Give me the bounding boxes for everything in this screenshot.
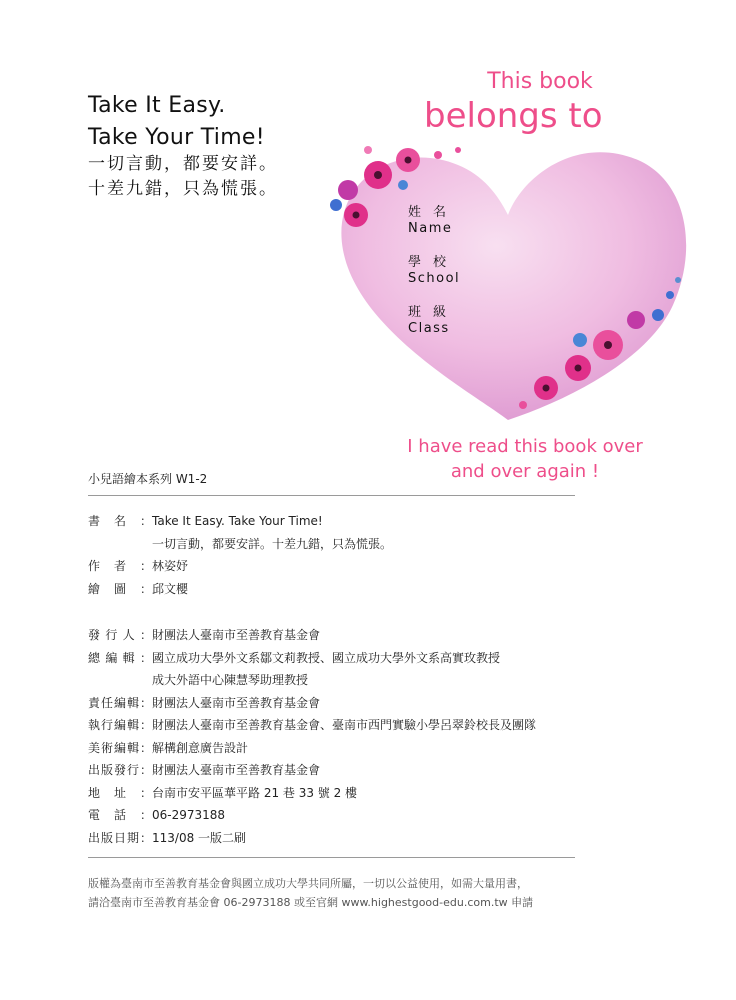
copyright-notice (88, 874, 608, 912)
colophon-row-responsible-editor (88, 692, 608, 715)
colophon-value-executive-editor: 財團法人臺南市至善教育基金會、臺南市西門實驗小學呂翠鈴校長及團隊 (152, 718, 537, 732)
bookplate-heading-line2: belongs to (424, 96, 603, 136)
colophon-value-art-editor: 解構創意廣告設計 (152, 740, 249, 755)
divider-bottom (88, 857, 575, 858)
title-english-line1: Take It Easy. (88, 93, 226, 118)
colophon-label-date: 出版日期： (88, 830, 152, 845)
colophon-label-illustrator: 繪圖： (88, 581, 152, 596)
colophon-value-book-line2: 一切言動，都要安詳。十差九錯，只為慌張。 (152, 536, 393, 551)
colophon-value-date: 113/08 一版二刷 (152, 830, 247, 845)
colophon-row-executive-editor (88, 714, 608, 737)
copyright-line1: 版權為臺南市至善教育基金會與國立成功大學共同所屬，一切以公益使用，如需大量用書， (88, 877, 528, 890)
colophon-label-executive-editor: 執行編輯： (88, 718, 152, 732)
colophon-value-address: 台南市安平區華平路 21 巷 33 號 2 樓 (152, 785, 358, 800)
colophon-value-distribution: 財團法人臺南市至善教育基金會 (152, 763, 321, 777)
field-class-en: Class (408, 321, 450, 336)
field-class-zh: 班級 (408, 305, 459, 320)
watercolor-heart-illustration (318, 120, 708, 430)
colophon-row-book (88, 510, 608, 533)
bookplate-footer (380, 434, 670, 484)
field-name-en: Name (408, 221, 453, 236)
title-chinese-line1: 一切言動，都要安詳。 (88, 154, 278, 174)
field-name (408, 205, 460, 237)
colophon-label-publisher: 發行人： (88, 628, 152, 642)
colophon-label-phone: 電話： (88, 808, 152, 822)
colophon-row-address (88, 782, 608, 805)
colophon-row-art-editor (88, 737, 608, 760)
bookplate-footer-line1: I have read this book over (407, 436, 643, 457)
bookplate-heading-line1: This book (487, 69, 593, 94)
field-school (408, 255, 460, 287)
colophon-label-distribution: 出版發行： (88, 763, 152, 777)
bookplate-heading (420, 68, 640, 136)
title-english (88, 90, 265, 154)
bookplate-fields (408, 205, 460, 355)
colophon-value-publisher: 財團法人臺南市至善教育基金會 (152, 628, 321, 642)
colophon-label-chief-editor: 總編輯： (88, 650, 152, 665)
divider-top (88, 495, 575, 496)
title-chinese-line2: 十差九錯，只為慌張。 (88, 179, 278, 199)
colophon-label-address: 地址： (88, 785, 152, 800)
title-chinese (88, 152, 278, 202)
colophon-label-art-editor: 美術編輯： (88, 740, 152, 755)
colophon-value-chief-editor-line2: 成大外語中心陳慧琴助理教授 (152, 673, 309, 687)
colophon-row-illustrator (88, 578, 608, 601)
field-class (408, 305, 460, 337)
colophon-row-distribution (88, 759, 608, 782)
colophon-row-date (88, 827, 608, 850)
colophon-row-publisher (88, 624, 608, 647)
colophon-value-phone: 06-2973188 (152, 808, 226, 822)
title-english-line2: Take Your Time! (88, 125, 265, 150)
field-name-zh: 姓名 (408, 205, 459, 220)
copyright-line2: 請洽臺南市至善教育基金會 06-2973188 或至官網 www.highestgood-edu.com.tw 申請 (88, 896, 534, 909)
field-school-en: School (408, 271, 461, 286)
series-label: 小兒語繪本系列 W1-2 (88, 472, 208, 486)
colophon-label-book: 書名： (88, 514, 152, 528)
colophon-value-author: 林姿妤 (152, 559, 189, 573)
colophon-value-book: Take It Easy. Take Your Time! (152, 514, 323, 528)
colophon-label-responsible-editor: 責任編輯： (88, 695, 152, 710)
field-school-zh: 學校 (408, 255, 459, 270)
colophon-row-author (88, 555, 608, 578)
colophon-label-author: 作者： (88, 559, 152, 573)
colophon-row-phone (88, 804, 608, 827)
colophon-value-chief-editor: 國立成功大學外文系鄒文莉教授、國立成功大學外文系高實玫教授 (152, 650, 501, 665)
bookplate-footer-line2: and over again ! (450, 461, 600, 482)
colophon-value-illustrator: 邱文櫻 (152, 581, 189, 596)
colophon-row-chief-editor (88, 647, 608, 670)
colophon-value-responsible-editor: 財團法人臺南市至善教育基金會 (152, 695, 321, 710)
colophon (88, 510, 608, 849)
